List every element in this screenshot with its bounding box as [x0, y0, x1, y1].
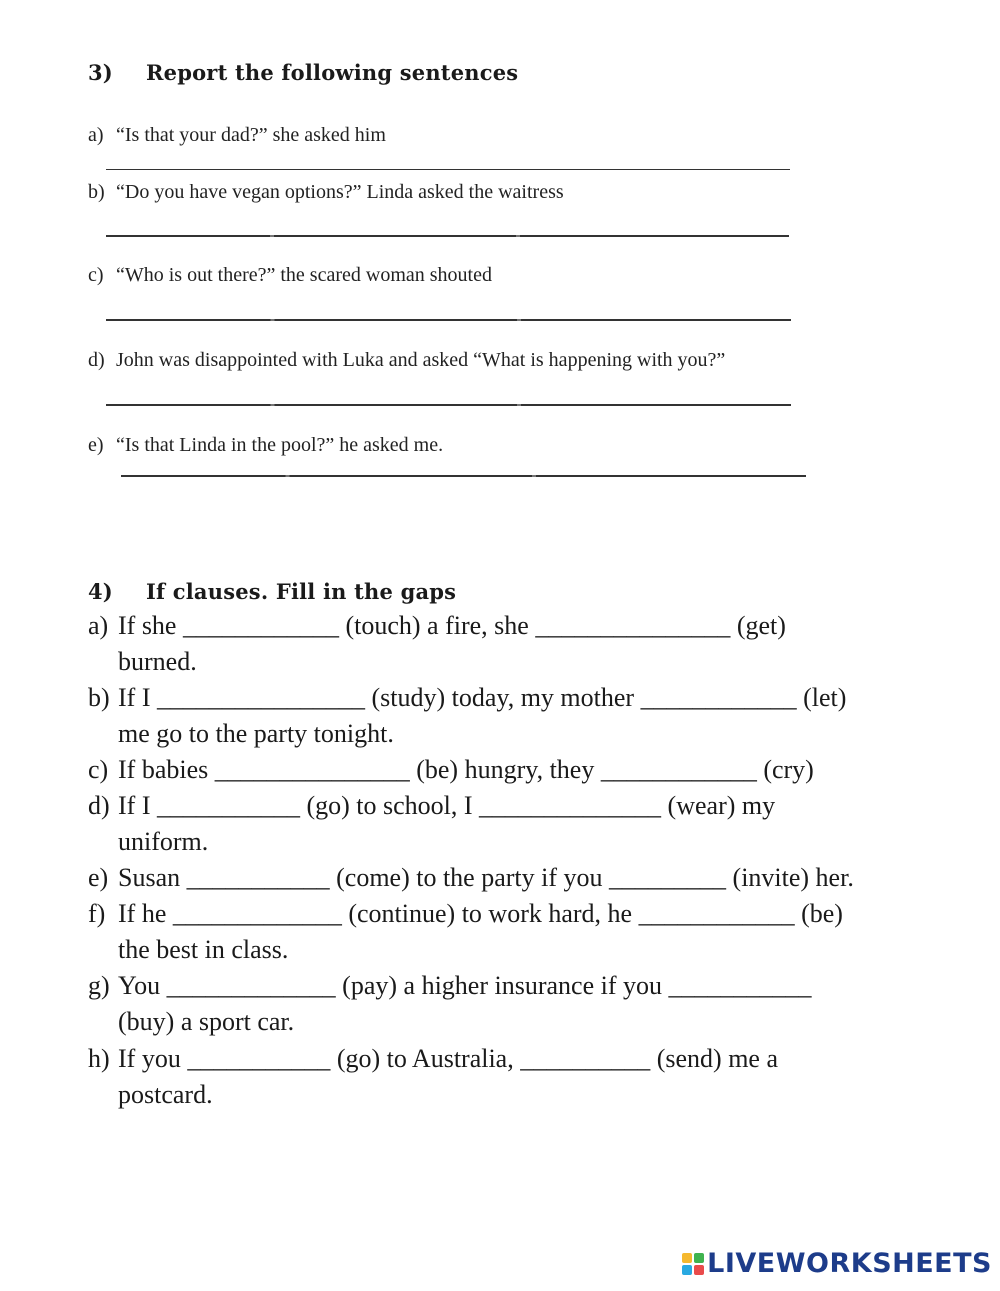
fill-line-2: postcard.	[118, 1080, 213, 1109]
fill-line-1[interactable]: If she ____________ (touch) a fire, she _______________ (get)	[118, 611, 786, 640]
answer-line-a[interactable]	[106, 169, 790, 170]
fill-item-h[interactable]: h) If you ___________ (go) to Australia, __________ (send) me a postcard.	[88, 1041, 948, 1113]
report-sentence: “Who is out there?” the scared woman shouted	[116, 264, 492, 286]
section-4-heading	[88, 579, 456, 604]
fill-line-2: burned.	[118, 647, 197, 676]
report-sentence: “Is that Linda in the pool?” he asked me.	[116, 434, 444, 456]
section-3-title: Report the following sentences	[146, 60, 519, 85]
fill-line-1[interactable]: If he _____________ (continue) to work hard, he ____________ (be)	[118, 899, 843, 928]
fill-line-2: the best in class.	[118, 935, 289, 964]
report-sentence: “Do you have vegan options?” Linda asked the waitress	[116, 181, 564, 203]
answer-line-d[interactable]	[106, 404, 791, 406]
section-4-title: If clauses. Fill in the gaps	[146, 579, 457, 604]
fill-line-1[interactable]: If you ___________ (go) to Australia, __________ (send) me a	[118, 1044, 779, 1073]
liveworksheets-logo-icon	[682, 1253, 704, 1275]
fill-line-2: (buy) a sport car.	[118, 1007, 295, 1036]
section-4-number: 4)	[88, 579, 113, 604]
logo-text: LIVEWORKSHEETS	[707, 1248, 992, 1279]
liveworksheets-logo[interactable]	[682, 1248, 992, 1279]
report-item-d: d) John was disappointed with Luka and asked “What is happening with you?”	[88, 349, 726, 371]
fill-line-1[interactable]: If I ___________ (go) to school, I ______________ (wear) my	[118, 791, 776, 820]
fill-item-d[interactable]: d) If I ___________ (go) to school, I ______________ (wear) my uniform.	[88, 788, 948, 860]
fill-item-g[interactable]: g) You _____________ (pay) a higher insurance if you ___________ (buy) a sport car.	[88, 968, 948, 1040]
answer-line-c[interactable]	[106, 319, 791, 321]
report-item-b: b) “Do you have vegan options?” Linda asked the waitress	[88, 181, 564, 203]
fill-line-1[interactable]: Susan ___________ (come) to the party if you _________ (invite) her.	[118, 863, 854, 892]
answer-line-b[interactable]	[106, 235, 789, 237]
report-item-e: e) “Is that Linda in the pool?” he asked me.	[88, 434, 444, 456]
fill-item-c[interactable]: c) If babies _______________ (be) hungry, they ____________ (cry)	[88, 755, 814, 784]
fill-item-a[interactable]: a) If she ____________ (touch) a fire, she _______________ (get) burned.	[88, 608, 948, 680]
fill-line-1[interactable]: If I ________________ (study) today, my mother ____________ (let)	[118, 683, 847, 712]
fill-item-e[interactable]: e) Susan ___________ (come) to the party if you _________ (invite) her.	[88, 863, 854, 892]
fill-item-b[interactable]: b) If I ________________ (study) today, my mother ____________ (let) me go to the party tonight.	[88, 680, 948, 752]
fill-line-2: me go to the party tonight.	[118, 719, 394, 748]
answer-line-e[interactable]	[121, 475, 806, 477]
fill-line-1[interactable]: You _____________ (pay) a higher insurance if you ___________	[118, 971, 812, 1000]
section-3-number: 3)	[88, 60, 113, 85]
section-3-heading	[88, 60, 518, 85]
fill-item-f[interactable]: f) If he _____________ (continue) to work hard, he ____________ (be) the best in class.	[88, 896, 948, 968]
fill-line-2: uniform.	[118, 827, 209, 856]
report-sentence: John was disappointed with Luka and asked “What is happening with you?”	[116, 349, 726, 371]
report-sentence: “Is that your dad?” she asked him	[116, 124, 386, 146]
report-item-c: c) “Who is out there?” the scared woman shouted	[88, 264, 492, 286]
fill-line-1[interactable]: If babies _______________ (be) hungry, they ____________ (cry)	[118, 755, 814, 784]
report-item-a: a) “Is that your dad?” she asked him	[88, 124, 386, 146]
